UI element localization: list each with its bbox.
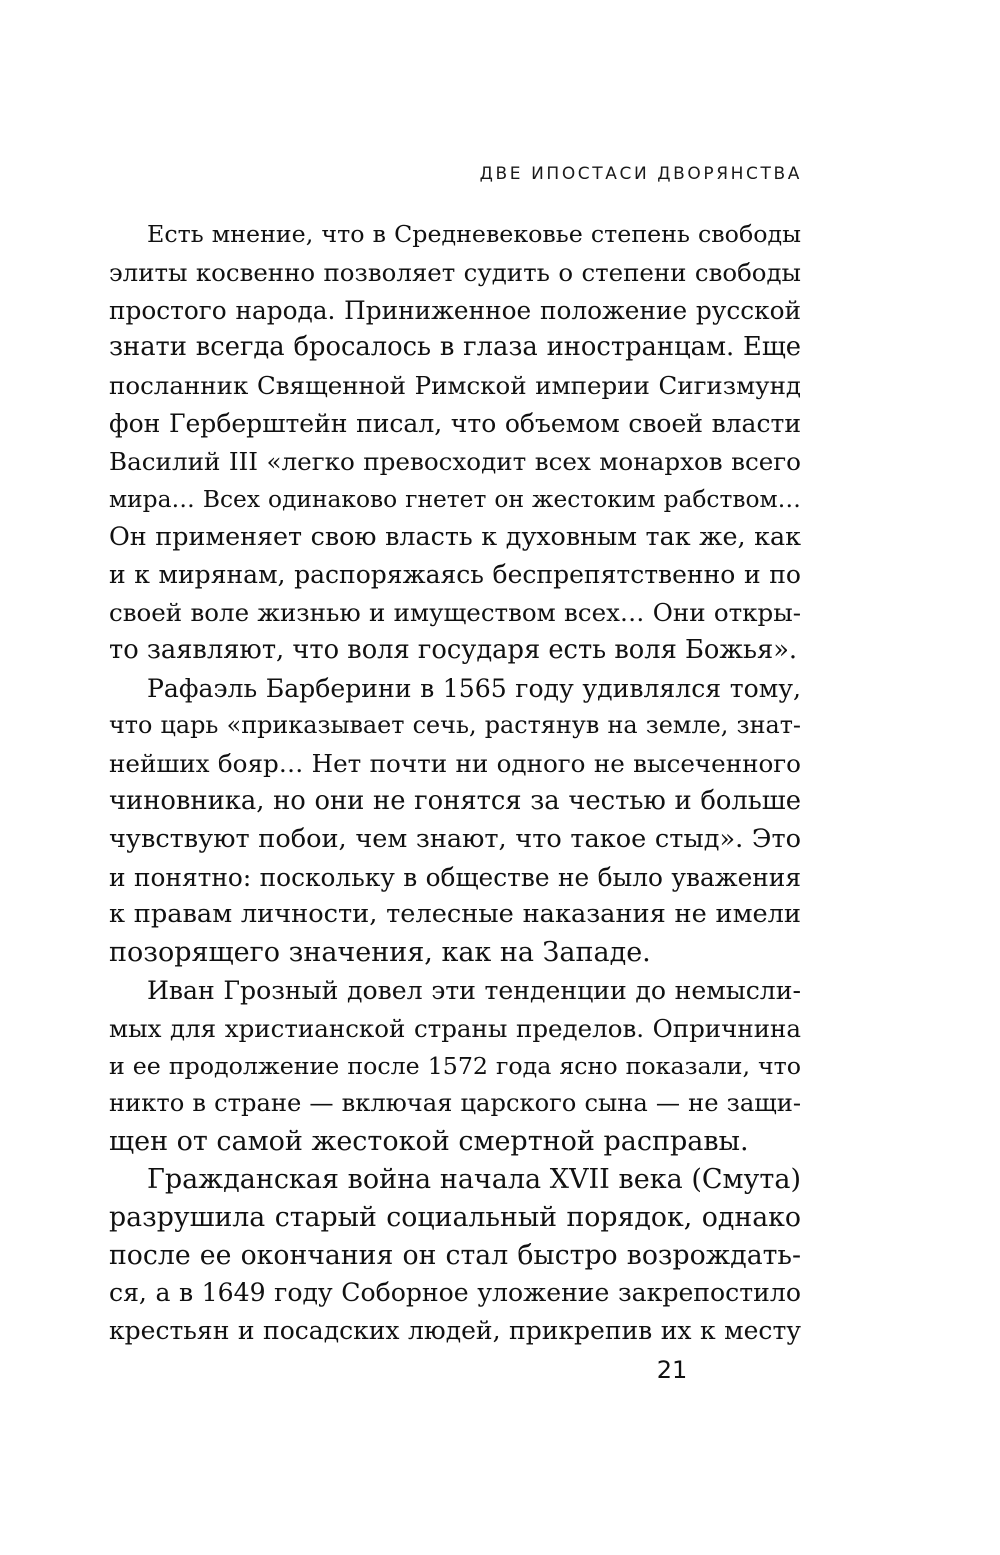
text-line: фон Герберштейн писал, что объемом своей власти	[109, 408, 801, 438]
text-line: разрушила старый социальный порядок, однако	[109, 1201, 801, 1233]
text-line: и к мирянам, распоряжаясь беспрепятственно и по	[109, 560, 801, 590]
text-line: Иван Грозный довел эти тенденции до немысли-	[147, 975, 801, 1005]
text-line: посланник Священной Римской империи Сигизмунд	[109, 371, 801, 401]
paragraph-1	[109, 216, 801, 670]
text-line: и ее продолжение после 1572 года ясно показали, что	[109, 1051, 801, 1080]
text-line: что царь «приказывает сечь, растянув на земле, знат-	[109, 711, 801, 740]
text-line: Есть мнение, что в Средневековье степень свободы	[147, 220, 801, 248]
text-line: элиты косвенно позволяет судить о степени свободы	[109, 257, 801, 287]
body-text	[109, 216, 801, 1350]
text-line: мых для христианской страны пределов. Опричнина	[109, 1013, 801, 1043]
text-line: Гражданская война начала XVII века (Смута)	[147, 1163, 801, 1195]
running-head: ДВЕ ИПОСТАСИ ДВОРЯНСТВА	[479, 164, 802, 184]
text-line: знати всегда бросалось в глаза иностранцам. Еще	[109, 332, 801, 363]
text-line: к правам личности, телесные наказания не имели	[109, 899, 801, 930]
text-line: крестьян и посадских людей, прикрепив их к месту	[109, 1316, 801, 1346]
paragraph-3	[109, 972, 801, 1161]
text-line: то заявляют, что воля государя есть воля Божья».	[109, 634, 798, 665]
text-line: и понятно: поскольку в обществе не было уважения	[109, 862, 801, 892]
text-line: мира… Всех одинаково гнетет он жестоким рабством…	[109, 485, 801, 513]
paragraph-2	[109, 670, 801, 972]
text-line: простого народа. Приниженное положение русской	[109, 295, 801, 325]
text-line: чиновника, но они не гонятся за честью и больше	[109, 785, 801, 816]
text-line: чувствуют побои, чем знают, что такое стыд». Это	[109, 823, 801, 854]
text-line: Рафаэль Барберини в 1565 году удивлялся тому,	[147, 673, 801, 703]
text-line: Он применяет свою власть к духовным так же, как	[109, 521, 801, 552]
text-line: ся, а в 1649 году Соборное уложение закрепостило	[109, 1278, 801, 1308]
text-line: позорящего значения, как на Западе.	[109, 937, 651, 969]
paragraph-4	[109, 1161, 801, 1350]
text-line: своей воле жизнью и имуществом всех… Они откры-	[109, 597, 801, 627]
text-line: после ее окончания он стал быстро возрождать-	[109, 1239, 801, 1271]
text-line: щен от самой жестокой смертной расправы.	[109, 1126, 749, 1158]
page-number: 21	[656, 1356, 688, 1384]
text-line: Василий III «легко превосходит всех монархов всего	[109, 446, 801, 476]
text-line: никто в стране — включая царского сына — не защи-	[109, 1089, 801, 1118]
text-line: нейших бояр… Нет почти ни одного не высеченного	[109, 749, 801, 779]
